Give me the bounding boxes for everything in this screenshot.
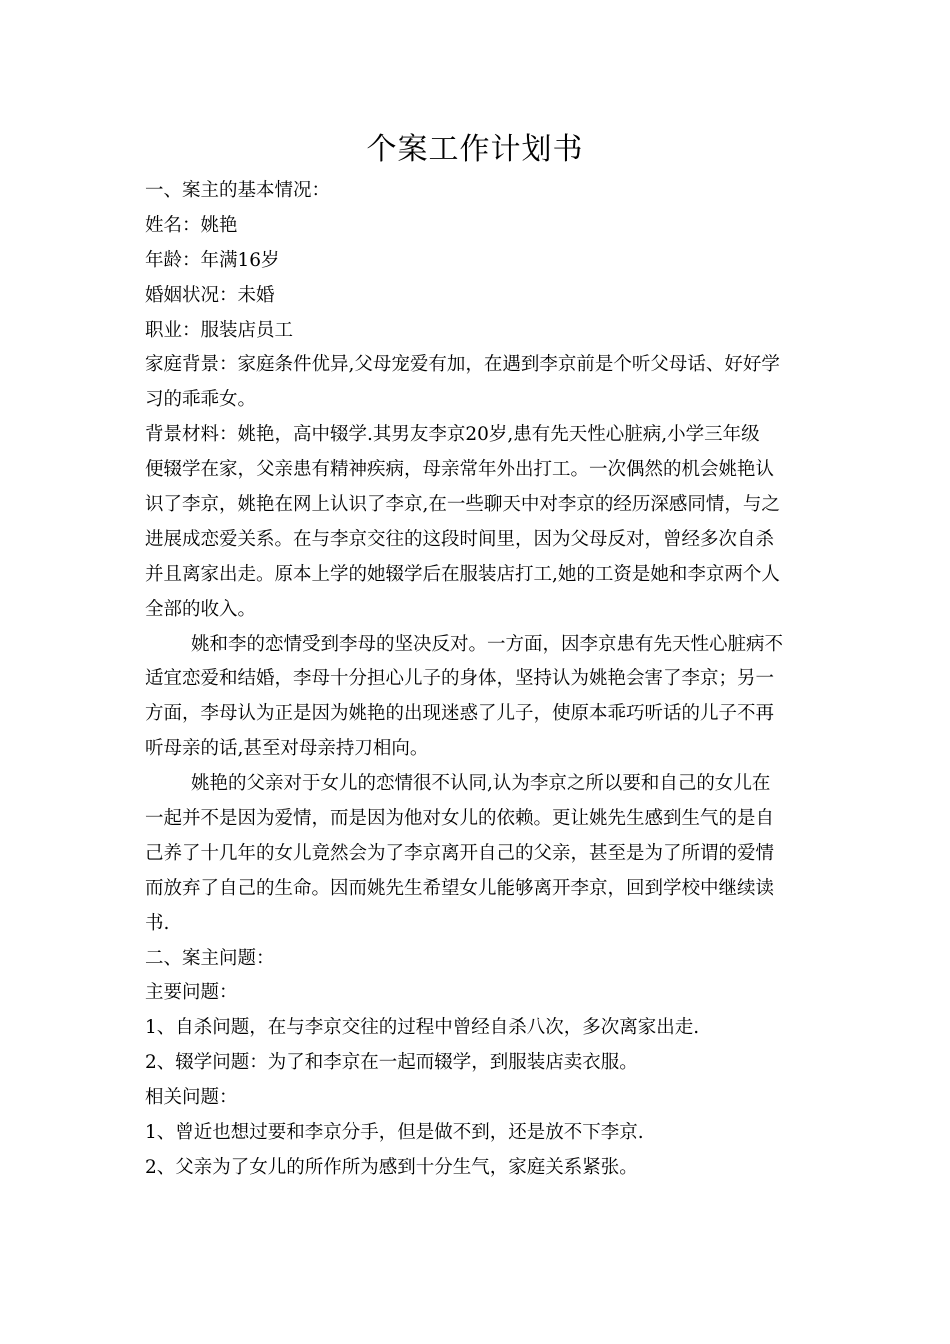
text-line: 年龄：年满16岁 bbox=[145, 249, 280, 271]
text-line: 进展成恋爱关系。在与李京交往的这段时间里，因为父母反对，曾经多次自杀 bbox=[145, 528, 775, 550]
text-line: 2、辍学问题：为了和李京在一起而辍学，到服装店卖衣服。 bbox=[145, 1052, 638, 1074]
text-line: 职业：服装店员工 bbox=[145, 319, 294, 341]
text-line: 二、案主问题： bbox=[145, 947, 275, 969]
text-line: 全部的收入。 bbox=[145, 598, 257, 620]
text-line: 而放弃了自己的生命。因而姚先生希望女儿能够离开李京，回到学校中继续读 bbox=[145, 877, 775, 899]
text-line: 习的乖乖女。 bbox=[145, 389, 257, 411]
text-line: 姚艳的父亲对于女儿的恋情很不认同,认为李京之所以要和自己的女儿在 bbox=[191, 773, 771, 795]
text-line: 方面，李母认为正是因为姚艳的出现迷惑了儿子，使原本乖巧听话的儿子不再 bbox=[145, 703, 775, 725]
text-line: 相关问题： bbox=[145, 1087, 238, 1109]
text-line: 并且离家出走。原本上学的她辍学后在服装店打工,她的工资是她和李京两个人 bbox=[145, 563, 780, 585]
text-line: 姓名：姚艳 bbox=[145, 214, 238, 236]
text-line: 姚和李的恋情受到李母的坚决反对。一方面，因李京患有先天性心脏病不 bbox=[191, 633, 784, 655]
text-line: 1、自杀问题，在与李京交往的过程中曾经自杀八次，多次离家出走. bbox=[145, 1017, 700, 1039]
text-line: 1、曾近也想过要和李京分手，但是做不到，还是放不下李京. bbox=[145, 1122, 644, 1144]
text-line: 主要问题： bbox=[145, 982, 238, 1004]
text-line: 婚姻状况：未婚 bbox=[145, 284, 275, 306]
text-line: 识了李京，姚艳在网上认识了李京,在一些聊天中对李京的经历深感同情，与之 bbox=[145, 494, 780, 516]
text-line: 一起并不是因为爱情，而是因为他对女儿的依赖。更让姚先生感到生气的是自 bbox=[145, 808, 775, 830]
text-line: 适宜恋爱和结婚，李母十分担心儿子的身体，坚持认为姚艳会害了李京；另一 bbox=[145, 668, 775, 690]
text-line: 背景材料：姚艳，高中辍学.其男友李京20岁,患有先天性心脏病,小学三年级 bbox=[145, 424, 760, 446]
text-line: 便辍学在家，父亲患有精神疾病，母亲常年外出打工。一次偶然的机会姚艳认 bbox=[145, 459, 775, 481]
text-line: 2、父亲为了女儿的所作所为感到十分生气，家庭关系紧张。 bbox=[145, 1156, 638, 1178]
text-line: 己养了十几年的女儿竟然会为了李京离开自己的父亲，甚至是为了所谓的爱情 bbox=[145, 842, 775, 864]
text-line: 听母亲的话,甚至对母亲持刀相向。 bbox=[145, 738, 429, 760]
document-title: 个案工作计划书 bbox=[366, 132, 584, 167]
text-line: 一、案主的基本情况： bbox=[145, 180, 331, 201]
document-body bbox=[145, 174, 807, 1186]
text-line: 家庭背景：家庭条件优异,父母宠爱有加，在遇到李京前是个听父母话、好好学 bbox=[145, 354, 780, 376]
text-line: 书. bbox=[145, 912, 170, 934]
